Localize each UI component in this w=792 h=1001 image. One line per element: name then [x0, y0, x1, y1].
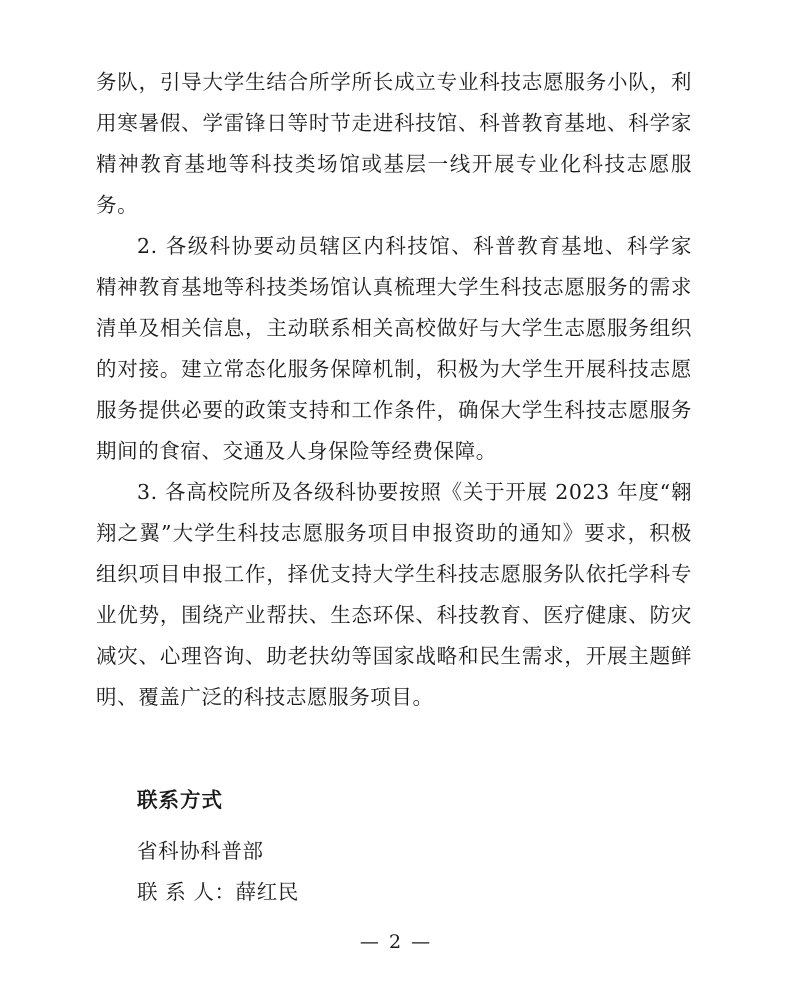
contact-person: 联 系 人：薛红民 — [137, 880, 299, 904]
contact-section-title: 联系方式 — [137, 788, 223, 812]
paragraph-item-2: 2. 各级科协要动员辖区内科技馆、科普教育基地、科学家精神教育基地等科技类场馆认真梳理大学生科技志愿服务的需求清单及相关信息，主动联系相关高校做好与大学生志愿服务组织的对接。建立常态化服务保障机制，积极为大学生开展科技志愿服务提供必要的政策支持和工作条件，确保大学生科技志愿服务期间的食宿、交通及人身保险等经费保障。 — [96, 234, 692, 463]
document-body — [96, 62, 692, 913]
section-spacer — [96, 718, 692, 780]
paragraph-continued: 务队，引导大学生结合所学所长成立专业科技志愿服务小队，利用寒暑假、学雷锋日等时节走进科技馆、科普教育基地、科学家精神教育基地等科技类场馆或基层一线开展专业化科技志愿服务。 — [96, 70, 692, 217]
contact-spacer — [96, 821, 692, 831]
page-number: — 2 — — [359, 931, 433, 953]
paragraph-item-3: 3. 各高校院所及各级科协要按照《关于开展 2023 年度“翱翔之翼”大学生科技志愿服务项目申报资助的通知》要求，积极组织项目申报工作，择优支持大学生科技志愿服务队依托学科专业优势，围绕产业帮扶、生态环保、科技教育、医疗健康、防灾减灾、心理咨询、助老扶幼等国家战略和民生需求，开展主题鲜明、覆盖广泛的科技志愿服务项目。 — [96, 480, 692, 709]
contact-department: 省科协科普部 — [137, 839, 264, 863]
